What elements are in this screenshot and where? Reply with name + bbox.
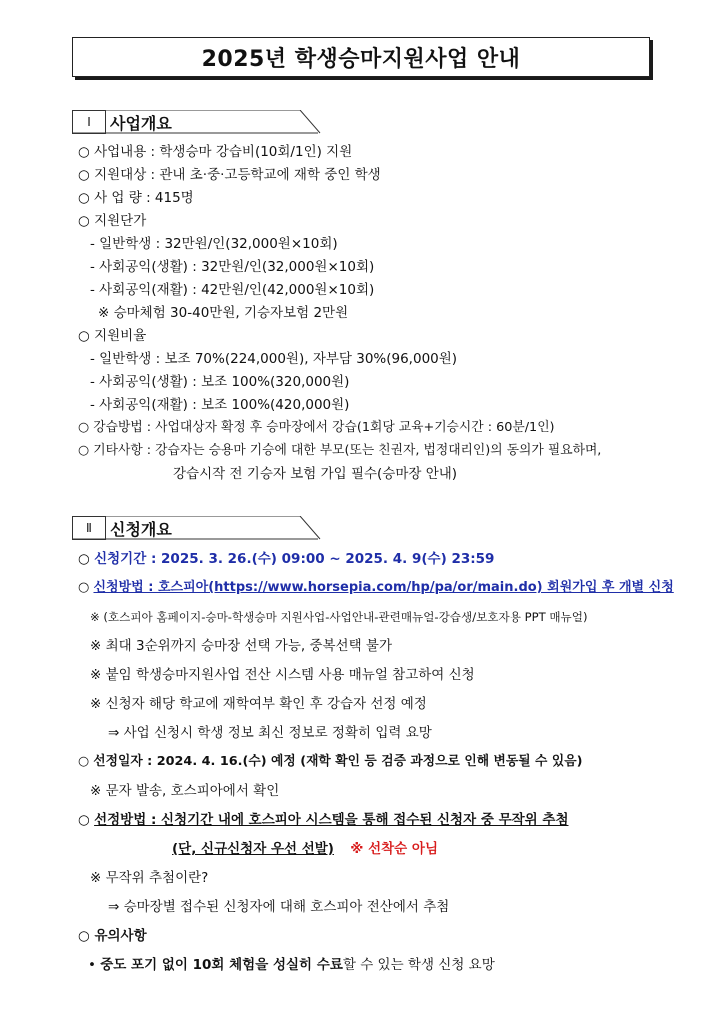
section-number: Ⅱ: [72, 516, 106, 540]
application-note: ※ 최대 3순위까지 승마장 선택 가능, 중복선택 불가: [90, 638, 393, 654]
period-text: 신청기간 : 2025. 3. 26.(수) 09:00 ~ 2025. 4. 9(수) 23:59: [94, 551, 495, 567]
section-header-overview: [72, 110, 332, 134]
section-number: Ⅰ: [72, 110, 106, 134]
overview-item: ○ 지원대상 : 관내 초·중·고등학교에 재학 중인 학생: [78, 167, 381, 183]
selection-method-text: 선정방법 : 신청기간 내에 호스피아 시스템을 통해 접수된 신청자 중 무작위 추첨: [94, 812, 569, 828]
selection-priority: (단, 신규신청자 우선 선발): [172, 841, 334, 857]
bullet: •: [88, 957, 96, 973]
overview-subitem: - 사회공익(생활) : 32만원/인(32,000원×10회): [90, 259, 375, 275]
page-title: 2025년 학생승마지원사업 안내: [72, 37, 650, 77]
overview-subitem: - 사회공익(재활) : 42만원/인(42,000원×10회): [90, 282, 375, 298]
application-note: ※ 붙임 학생승마지원사업 전산 시스템 사용 매뉴얼 참고하여 신청: [90, 667, 475, 683]
caution-title: ○ 유의사항: [78, 928, 147, 944]
bullet: ○: [78, 754, 94, 769]
overview-item: ○ 기타사항 : 강습자는 승용마 기승에 대한 부모(또는 친권자, 법정대리인)의 동의가 필요하며,: [78, 443, 602, 458]
overview-subitem: - 사회공익(재활) : 보조 100%(420,000원): [90, 397, 350, 413]
application-method: [78, 579, 674, 597]
caution-bold-text: 중도 포기 없이 10회 체험을 성실히 수료: [100, 957, 343, 973]
application-note: ※ 무작위 추첨이란?: [90, 870, 209, 886]
overview-subitem: - 일반학생 : 32만원/인(32,000원×10회): [90, 236, 338, 252]
selection-method-cont: [172, 840, 438, 858]
overview-subitem: - 일반학생 : 보조 70%(224,000원), 자부담 30%(96,000원): [90, 351, 458, 367]
selection-date-text: 선정일자 : 2024. 4. 16.(수) 예정 (재학 확인 등 검증 과정으로 인해 변동될 수 있음): [93, 754, 583, 769]
bullet: ○: [78, 551, 95, 567]
section-header-application: [72, 516, 332, 540]
overview-item: ○ 사 업 량 : 415명: [78, 190, 194, 206]
method-link[interactable]: 신청방법 : 호스피아(https://www.horsepia.com/hp/pa/or/main.do) 회원가입 후 개별 신청: [93, 580, 674, 595]
application-note-arrow: ⇒ 사업 신청시 학생 정보 최신 정보로 정확히 입력 요망: [108, 725, 432, 741]
application-note-arrow: ⇒ 승마장별 접수된 신청자에 대해 호스피아 전산에서 추첨: [108, 899, 450, 915]
selection-warning: ※ 선착순 아님: [350, 841, 439, 857]
caution-text: 할 수 있는 학생 신청 요망: [342, 957, 495, 973]
selection-method: [78, 811, 569, 829]
overview-item: ○ 지원단가: [78, 213, 147, 229]
bullet: ○: [78, 812, 95, 828]
overview-item: ○ 지원비율: [78, 328, 147, 344]
section-label: 신청개요: [110, 519, 172, 539]
overview-note: ※ 승마체험 30-40만원, 기승자보험 2만원: [98, 305, 349, 321]
overview-item: ○ 사업내용 : 학생승마 강습비(10회/1인) 지원: [78, 144, 353, 160]
application-note: ※ 문자 발송, 호스피아에서 확인: [90, 783, 280, 799]
application-note: ※ 신청자 해당 학교에 재학여부 확인 후 강습자 선정 예정: [90, 696, 427, 712]
caution-item: [88, 956, 495, 974]
section-label: 사업개요: [110, 113, 172, 133]
overview-item: ○ 강습방법 : 사업대상자 확정 후 승마장에서 강습(1회당 교육+기승시간 : 60분/1인): [78, 420, 555, 435]
application-note: ※ (호스피아 홈페이지-승마-학생승마 지원사업-사업안내-관련매뉴얼-강습생/보호자용 PPT 매뉴얼): [90, 610, 588, 624]
application-period: [78, 550, 494, 568]
overview-subitem: - 사회공익(생활) : 보조 100%(320,000원): [90, 374, 350, 390]
selection-date: [78, 753, 582, 771]
bullet: ○: [78, 580, 94, 595]
overview-item-cont: 강습시작 전 기승자 보험 가입 필수(승마장 안내): [173, 466, 458, 482]
